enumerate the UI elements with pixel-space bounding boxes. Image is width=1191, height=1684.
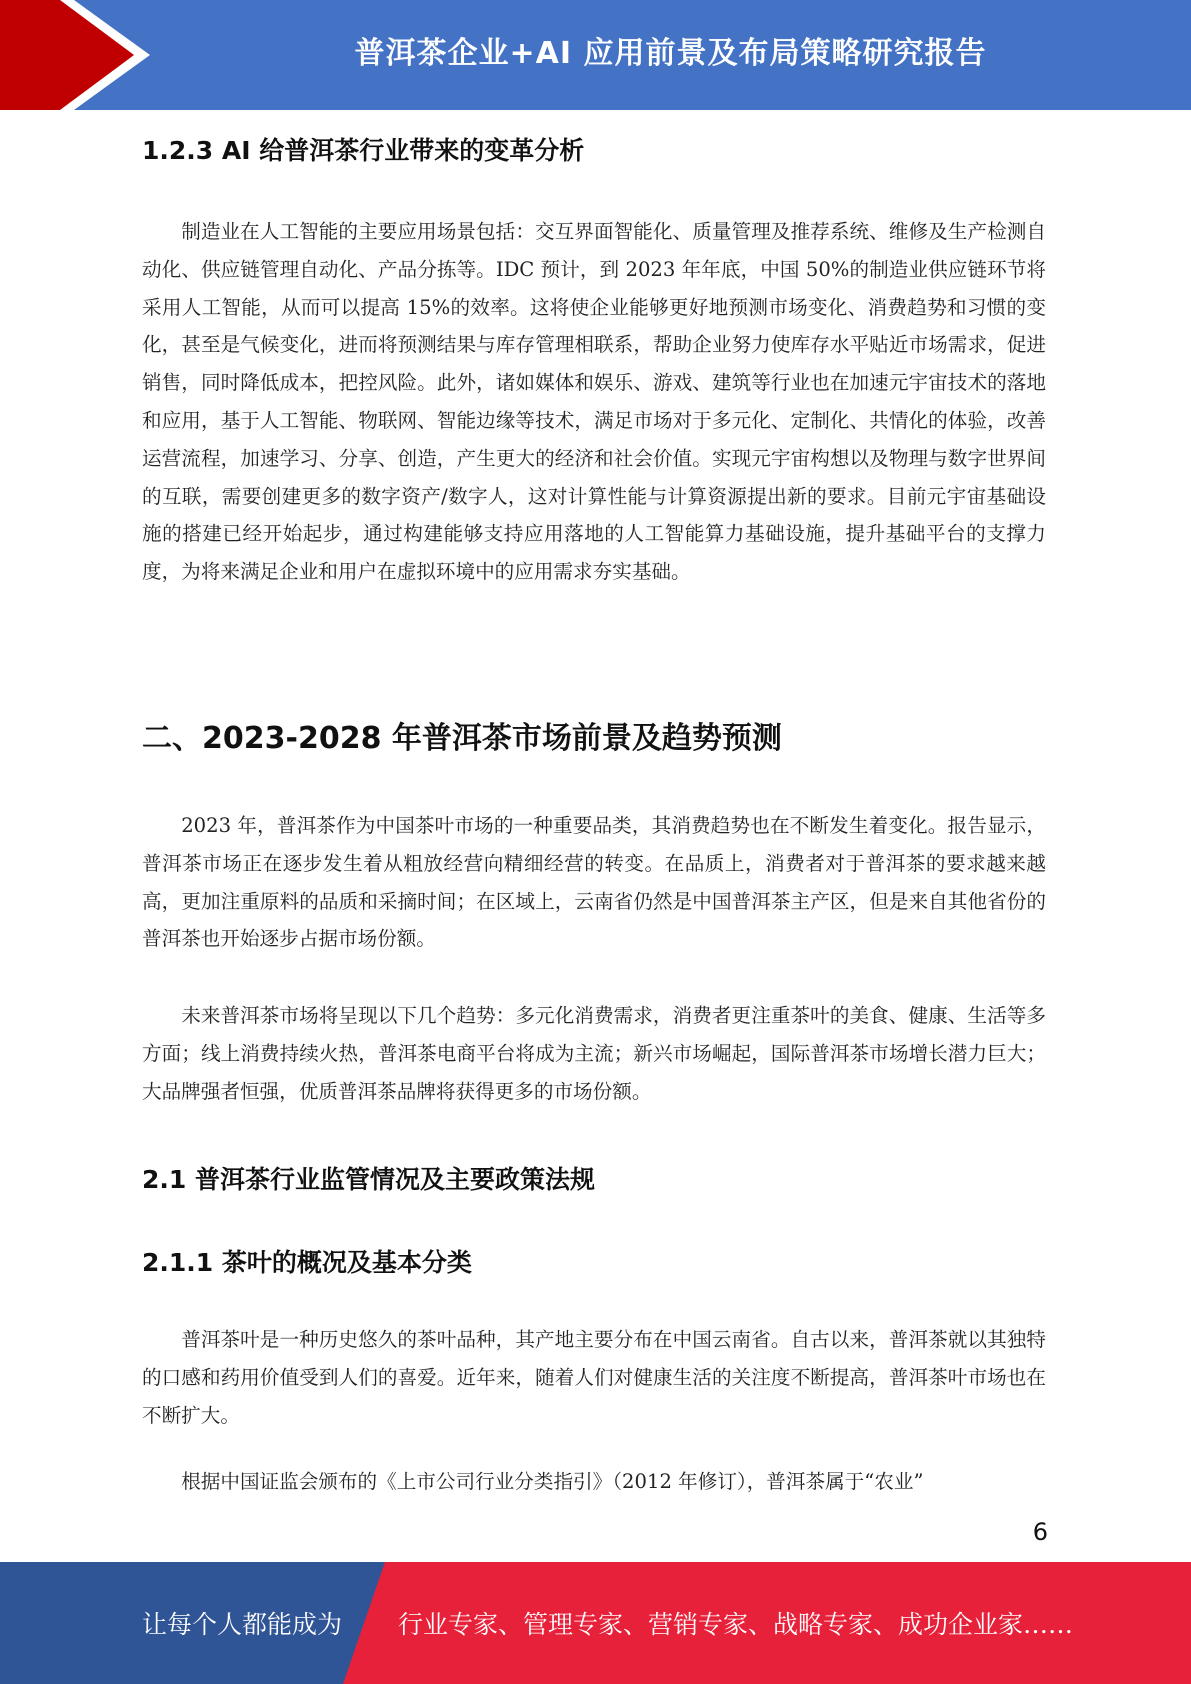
heading-1-2-3: 1.2.3 AI 给普洱茶行业带来的变革分析	[142, 136, 585, 165]
heading-2-1: 2.1 普洱茶行业监管情况及主要政策法规	[142, 1165, 595, 1194]
page-footer	[0, 1562, 1191, 1684]
paragraph-ai-manufacturing: 制造业在人工智能的主要应用场景包括：交互界面智能化、质量管理及推荐系统、维修及生产检测自动化、供应链管理自动化、产品分拣等。IDC 预计，到 2023 年年底，中国 50%的制造业供应链环节将采用人工智能，从而可以提高 15%的效率。这将使企业能够更好地预测市场变化、消费趋势和习惯的变化，甚至是气候变化，进而将预测结果与库存管理相联系，帮助企业努力使库存水平贴近市场需求，促进销售，同时降低成本，把控风险。此外，诸如媒体和娱乐、游戏、建筑等行业也在加速元宇宙技术的落地和应用，基于人工智能、物联网、智能边缘等技术，满足市场对于多元化、定制化、共情化的体验，改善运营流程，加速学习、分享、创造，产生更大的经济和社会价值。实现元宇宙构想以及物理与数字世界间的互联，需要创建更多的数字资产/数字人，这对计算性能与计算资源提出新的要求。目前元宇宙基础设施的搭建已经开始起步，通过构建能够支持应用落地的人工智能算力基础设施，提升基础平台的支撑力度，为将来满足企业和用户在虚拟环境中的应用需求夯实基础。	[142, 220, 1046, 584]
heading-2-1-1: 2.1.1 茶叶的概况及基本分类	[142, 1248, 472, 1277]
heading-chapter-two: 二、2023-2028 年普洱茶市场前景及趋势预测	[142, 721, 782, 756]
paragraph-classification: 根据中国证监会颁布的《上市公司行业分类指引》（2012 年修订），普洱茶属于“农业”	[181, 1470, 924, 1493]
paragraph-future-trends: 未来普洱茶市场将呈现以下几个趋势：多元化消费需求，消费者更注重茶叶的美食、健康、生活等多方面；线上消费持续火热，普洱茶电商平台将成为主流；新兴市场崛起，国际普洱茶市场增长潜力巨大；大品牌强者恒强，优质普洱茶品牌将获得更多的市场份额。	[142, 1004, 1046, 1103]
paragraph-market-2023: 2023 年，普洱茶作为中国茶叶市场的一种重要品类，其消费趋势也在不断发生着变化。报告显示，普洱茶市场正在逐步发生着从粗放经营向精细经营的转变。在品质上，消费者对于普洱茶的要求越来越高，更加注重原料的品质和采摘时间；在区域上，云南省仍然是中国普洱茶主产区，但是来自其他省份的普洱茶也开始逐步占据市场份额。	[142, 814, 1046, 951]
footer-slogan-left: 让每个人都能成为	[142, 1610, 343, 1639]
page-number: 6	[1032, 1518, 1048, 1546]
report-title: 普洱茶企业+AI 应用前景及布局策略研究报告	[354, 36, 987, 71]
footer-slogan-right: 行业专家、管理专家、营销专家、战略专家、成功企业家……	[398, 1610, 1074, 1639]
paragraph-tea-overview: 普洱茶叶是一种历史悠久的茶叶品种，其产地主要分布在中国云南省。自古以来，普洱茶就以其独特的口感和药用价值受到人们的喜爱。近年来，随着人们对健康生活的关注度不断提高，普洱茶叶市场也在不断扩大。	[142, 1328, 1046, 1427]
page-header	[0, 0, 1191, 110]
header-chevron-icon	[0, 0, 150, 110]
